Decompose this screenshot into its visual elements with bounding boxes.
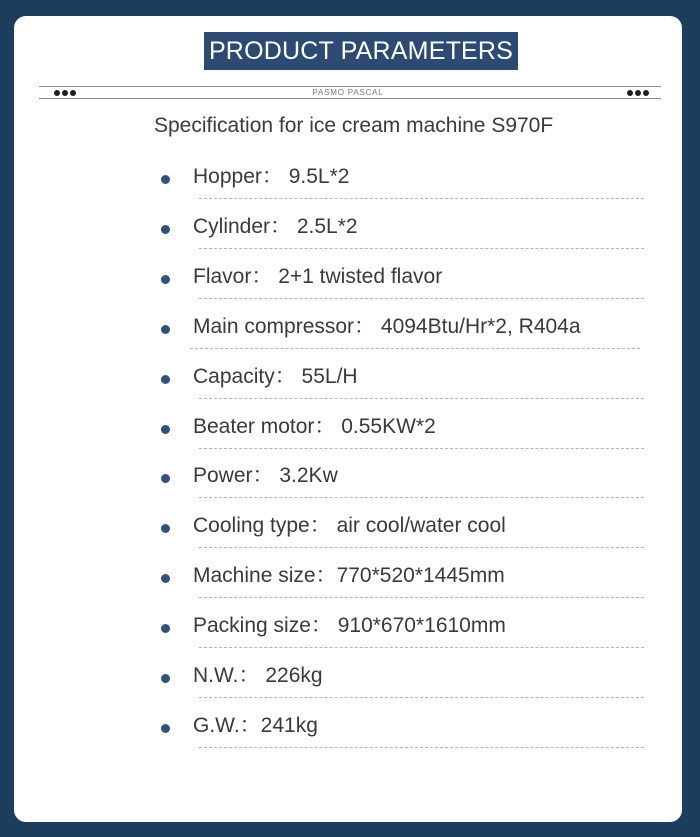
spec-value: 2.5L*2 [291, 214, 358, 238]
spec-divider [199, 597, 644, 598]
spec-label: Cylinder： [193, 214, 292, 238]
bullet-icon [161, 524, 170, 533]
spec-label: Hopper： [193, 165, 283, 188]
spec-label: Capacity： [193, 364, 296, 388]
brand-label: PASMO PASCAL [306, 88, 389, 97]
spec-text [193, 463, 338, 489]
spec-value: 3.2Kw [273, 464, 338, 488]
spec-divider [199, 398, 644, 399]
spec-divider [199, 747, 644, 748]
bullet-icon [161, 225, 170, 234]
spec-label: N.W.： [193, 664, 260, 687]
spec-divider [199, 547, 644, 548]
spec-divider [199, 448, 644, 449]
spec-text [193, 264, 442, 290]
spec-value: 226kg [259, 664, 323, 687]
bullet-icon [161, 574, 170, 583]
spec-divider [199, 697, 644, 698]
spec-divider [199, 198, 644, 199]
spec-label: Flavor： [193, 264, 273, 288]
spec-card [14, 16, 682, 822]
spec-divider [199, 298, 644, 299]
spec-text [193, 663, 323, 689]
spec-text [193, 314, 581, 340]
spec-value: 55L/H [295, 364, 358, 388]
bullet-icon [161, 674, 170, 683]
spec-value: 9.5L*2 [282, 165, 350, 188]
spec-text [193, 713, 318, 739]
spec-text [193, 513, 506, 539]
spec-divider [199, 497, 644, 498]
spec-value: 910*670*1610mm [331, 614, 506, 638]
spec-text [193, 364, 358, 390]
spec-divider [199, 647, 644, 648]
spec-divider [190, 348, 640, 349]
spec-label: Machine size： [193, 564, 337, 588]
spec-label: Cooling type： [193, 514, 331, 538]
spec-text [193, 613, 506, 639]
bullet-icon [161, 425, 170, 434]
spec-label: Power： [193, 464, 274, 488]
bullet-icon [161, 175, 170, 184]
bullet-icon [161, 325, 170, 334]
spec-text [193, 563, 505, 589]
spec-label: Packing size： [193, 614, 332, 638]
spec-value: 2+1 twisted flavor [272, 264, 443, 288]
spec-value: 4094Btu/Hr*2, R404a [375, 314, 581, 338]
spec-value: 241kg [260, 713, 318, 737]
spec-list [14, 16, 682, 822]
spec-value: 0.55KW*2 [335, 414, 436, 438]
spec-text [193, 414, 436, 440]
bullet-icon [161, 474, 170, 483]
bullet-icon [161, 275, 170, 284]
spec-text [193, 214, 358, 240]
spec-label: G.W.： [193, 713, 261, 737]
bullet-icon [161, 375, 170, 384]
page-title: PRODUCT PARAMETERS [204, 32, 518, 70]
spec-label: Beater motor： [193, 414, 336, 438]
spec-divider [199, 248, 644, 249]
bullet-icon [161, 624, 170, 633]
spec-value: air cool/water cool [330, 514, 506, 538]
spec-subtitle: Specification for ice cream machine S970F [154, 114, 554, 137]
bullet-icon [161, 724, 170, 733]
spec-text [193, 164, 349, 190]
spec-label: Main compressor： [193, 314, 376, 338]
spec-value: 770*520*1445mm [336, 564, 505, 588]
